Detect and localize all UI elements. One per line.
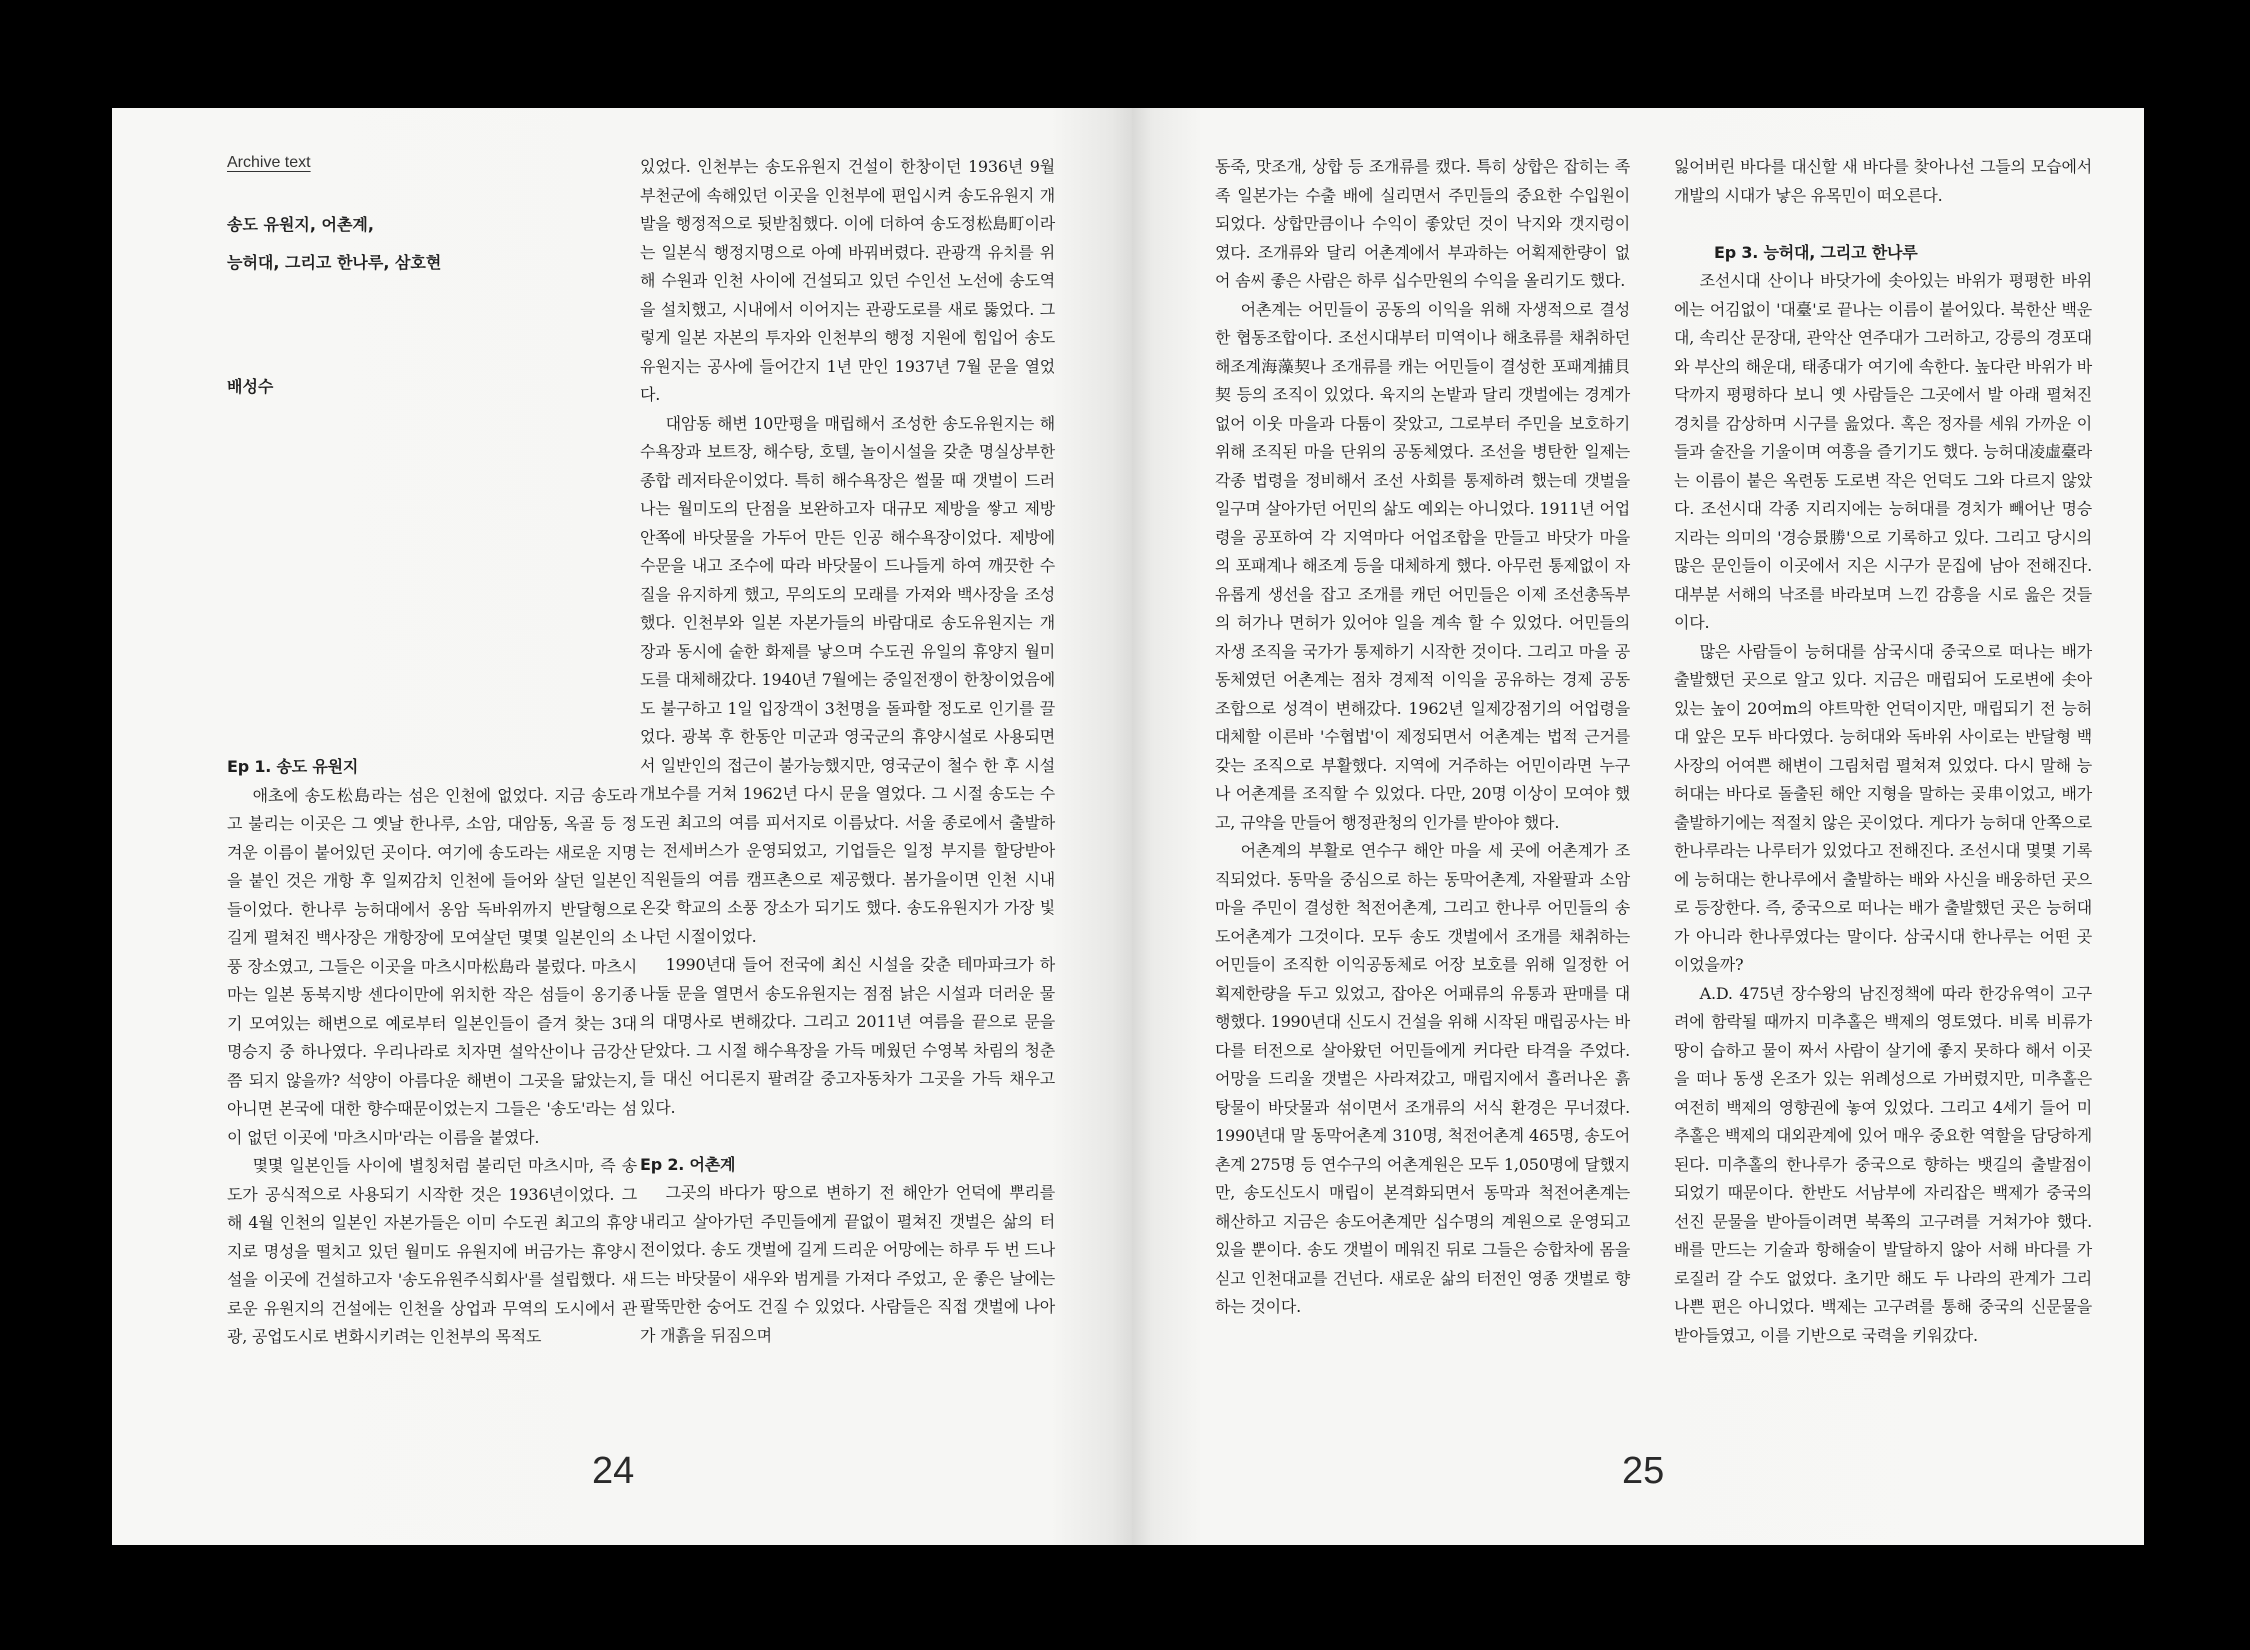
title-line-2: 능허대, 그리고 한나루, 삼호현 bbox=[227, 253, 442, 272]
body-paragraph: 잃어버린 바다를 대신할 새 바다를 찾아나선 그들의 모습에서 개발의 시대가 낳은 유목민이 떠오른다. bbox=[1674, 157, 2092, 205]
body-paragraph: 1990년대 들어 전국에 최신 시설을 갖춘 테마파크가 하나둘 문을 열면서 송도유원지는 점점 낡은 시설과 더러운 물의 대명사로 변해갔다. 그리고 2011년 여름을 끝으로 문을 닫았다. 그 시절 해수욕장을 가득 메웠던 수영복 차림의 청춘들 대신 어디론지 팔려갈 중고자동차가 그곳을 가득 채우고 있다. bbox=[640, 955, 1055, 1117]
title-line-1: 송도 유원지, 어촌계, bbox=[227, 215, 374, 234]
ep3-paragraph: 많은 사람들이 능허대를 삼국시대 중국으로 떠나는 배가 출발했던 곳으로 알고 있다. 지금은 매립되어 도로변에 솟아있는 높이 20여m의 야트막한 언덕이지만, 매립되기 전 능허대 앞은 모두 바다였다. 능허대와 독바위 사이로는 반달형 백사장의 어여쁜 해변이 그림처럼 펼쳐져 있었다. 다시 말해 능허대는 바다로 돌출된 해안 지형을 말하는 곶串이었고, 배가 출발하기에는 적절치 않은 곳이었다. 게다가 능허대 안쪽으로 한나루라는 나루터가 있었다고 전해진다. 조선시대 몇몇 기록에 능허대는 한나루에서 출발하는 배와 사신을 배웅하던 곳으로 등장한다. 즉, 중국으로 떠나는 배가 출발했던 곳은 능허대가 아니라 한나루였다는 말이다. 삼국시대 한나루는 어떤 곳이었을까? bbox=[1674, 641, 2092, 974]
left-page bbox=[112, 108, 1132, 1545]
right-column-1 bbox=[1215, 153, 1630, 1322]
ep2-heading: Ep 2. 어촌계 bbox=[640, 1154, 736, 1174]
right-column-2 bbox=[1674, 153, 2092, 1350]
ep3-paragraph: 조선시대 산이나 바닷가에 솟아있는 바위가 평평한 바위에는 어김없이 '대臺'로 끝나는 이름이 붙어있다. 북한산 백운대, 속리산 문장대, 관악산 연주대가 그러하고, 강릉의 경포대와 부산의 해운대, 태종대가 여기에 속한다. 높다란 바위가 바닥까지 평평하다 보니 옛 사람들은 그곳에서 발 아래 펼쳐진 경치를 감상하며 시구를 읊었다. 혹은 정자를 세워 가까운 이들과 술잔을 기울이며 여흥을 즐기기도 했다. 능허대凌虛臺라는 이름이 붙은 옥련동 도로변 작은 언덕도 그와 다르지 않았다. 조선시대 각종 지리지에는 능허대를 경치가 빼어난 명승지라는 의미의 '경승景勝'으로 기록하고 있다. 그리고 당시의 많은 문인들이 이곳에서 지은 시구가 문집에 남아 전해진다. 대부분 서해의 낙조를 바라보며 느낀 감흥을 시로 읊은 것들이다. bbox=[1674, 271, 2092, 632]
ep3-paragraph: A.D. 475년 장수왕의 남진정책에 따라 한강유역이 고구려에 함락될 때까지 미추홀은 백제의 영토였다. 비록 비류가 땅이 습하고 물이 짜서 사람이 살기에 좋지 못하다 해서 이곳을 떠나 동생 온조가 있는 위례성으로 가버렸지만, 미추홀은 여전히 백제의 영향권에 놓여 있었다. 그리고 4세기 들어 미추홀은 백제의 대외관계에 있어 매우 중요한 역할을 담당하게 된다. 미추홀의 한나루가 중국으로 향하는 뱃길의 출발점이 되었기 때문이다. 한반도 서남부에 자리잡은 백제가 중국의 선진 문물을 받아들이려면 북쪽의 고구려를 거쳐가야 했다. 배를 만드는 기술과 항해술이 발달하지 않아 서해 바다를 가로질러 갈 수도 없었다. 초기만 해도 두 나라의 관계가 그리 나쁜 편은 아니었다. 백제는 고구려를 통해 중국의 신문물을 받아들였고, 이를 기반으로 국력을 키워갔다. bbox=[1674, 983, 2092, 1345]
body-paragraph: 어촌계는 어민들이 공동의 이익을 위해 자생적으로 결성한 협동조합이다. 조선시대부터 미역이나 해초류를 채취하던 해조계海藻契나 조개류를 캐는 어민들이 결성한 포패계捕貝契 등의 조직이 있었다. 육지의 논밭과 달리 갯벌에는 경계가 없어 이웃 마을과 다툼이 잦았고, 그로부터 주민을 보호하기 위해 조직된 마을 단위의 공동체였다. 조선을 병탄한 일제는 각종 법령을 정비해서 조선 사회를 통제하려 했는데 갯벌을 일구며 살아가던 어민의 삶도 예외는 아니었다. 1911년 어업령을 공포하여 각 지역마다 어업조합을 만들고 바닷가 마을의 포패계나 해조계 등을 대체하게 했다. 아무런 통제없이 자유롭게 생선을 잡고 조개를 캐던 어민들은 이제 조선총독부의 허가나 면허가 있어야 일을 계속 할 수 있었다. 어민들의 자생 조직을 국가가 통제하기 시작한 것이다. 그리고 마을 공동체였던 어촌계는 점차 경제적 이익을 공유하는 경제 공동조합으로 성격이 변해갔다. 1962년 일제강점기의 어업령을 대체할 이른바 '수협법'이 제정되면서 어촌계는 법적 근거를 갖는 조직으로 부활했다. 지역에 거주하는 어민이라면 누구나 어촌계를 조직할 수 있었다. 다만, 20명 이상이 모여야 했고, 규약을 만들어 행정관청의 인가를 받아야 했다. bbox=[1215, 299, 1630, 832]
ep2-paragraph: 그곳의 바다가 땅으로 변하기 전 해안가 언덕에 뿌리를 내리고 살아가던 주민들에게 끝없이 펼쳐진 갯벌은 삶의 터전이었다. 송도 갯벌에 길게 드리운 어망에는 하루 두 번 드나드는 바닷물이 새우와 범게를 가져다 주었고, 운 좋은 날에는 팔뚝만한 숭어도 건질 수 있었다. 사람들은 직접 갯벌에 나아가 개흙을 뒤짐으며 bbox=[640, 1183, 1056, 1345]
article-title bbox=[227, 206, 527, 282]
ep3-heading: Ep 3. 능허대, 그리고 한나루 bbox=[1714, 242, 1918, 262]
right-page bbox=[1132, 108, 2144, 1545]
left-column-2 bbox=[640, 153, 1055, 1350]
ep1-paragraph: 몇몇 일본인들 사이에 별칭처럼 불리던 마츠시마, 즉 송도가 공식적으로 사용되기 시작한 것은 1936년이었다. 그 해 4월 인천의 일본인 자본가들은 이미 수도권 최고의 휴양지로 명성을 떨치고 있던 월미도 유원지에 버금가는 휴양시설을 이곳에 건설하고자 '송도유원주식회사'를 설립했다. 새로운 유원지의 건설에는 인천을 상업과 무역의 도시에서 관광, 공업도시로 변화시키려는 인천부의 목적도 bbox=[227, 1156, 637, 1346]
body-paragraph: 동죽, 맛조개, 상합 등 조개류를 캤다. 특히 상합은 잡히는 족족 일본가는 수출 배에 실리면서 주민들의 중요한 수입원이 되었다. 상합만큼이나 수익이 좋았던 것이 낙지와 갯지렁이였다. 조개류와 달리 어촌계에서 부과하는 어획제한량이 없어 솜씨 좋은 사람은 하루 십수만원의 수익을 올리기도 했다. bbox=[1215, 157, 1630, 290]
page-number-right: 25 bbox=[1622, 1450, 1665, 1492]
ep1-heading: Ep 1. 송도 유원지 bbox=[227, 757, 359, 776]
author-name: 배성수 bbox=[227, 377, 274, 396]
left-column-1 bbox=[227, 753, 637, 1352]
page-number-left: 24 bbox=[592, 1450, 635, 1492]
body-paragraph: 대암동 해변 10만평을 매립해서 조성한 송도유원지는 해수욕장과 보트장, 해수탕, 호텔, 놀이시설을 갖춘 명실상부한 종합 레저타운이었다. 특히 해수욕장은 썰물 때 갯벌이 드러나는 월미도의 단점을 보완하고자 대규모 제방을 쌓고 제방 안쪽에 바닷물을 가두어 만든 인공 해수욕장이었다. 제방에 수문을 내고 조수에 따라 바닷물이 드나들게 하여 깨끗한 수질을 유지하게 했고, 무의도의 모래를 가져와 백사장을 조성했다. 인천부와 일본 자본가들의 바람대로 송도유원지는 개장과 동시에 숱한 화제를 낳으며 수도권 유일의 휴양지 월미도를 대체해갔다. 1940년 7월에는 중일전쟁이 한창이었음에도 불구하고 1일 입장객이 3천명을 돌파할 정도로 인기를 끌었다. 광복 후 한동안 미군과 영국군의 휴양시설로 사용되면서 일반인의 접근이 불가능했지만, 영국군이 철수 한 후 시설개보수를 거쳐 1962년 다시 문을 열었다. 그 시절 송도는 수도권 최고의 여름 피서지로 이름났다. 서울 종로에서 출발하는 전세버스가 운영되었고, 기업들은 일정 부지를 할당받아 직원들의 여름 캠프촌으로 제공했다. 봄가을이면 인천 시내 온갖 학교의 소풍 장소가 되기도 했다. 송도유원지가 가장 빛나던 시절이었다. bbox=[640, 413, 1055, 946]
ep1-paragraph: 애초에 송도松島라는 섬은 인천에 없었다. 지금 송도라고 불리는 이곳은 그 옛날 한나루, 소암, 대암동, 옥골 등 정겨운 이름이 붙어있던 곳이다. 여기에 송도라는 새로운 지명을 붙인 것은 개항 후 일찌감치 인천에 들어와 살던 일본인들이었다. 한나루 능허대에서 옹암 독바위까지 반달형으로 길게 펼쳐진 백사장은 개항장에 모여살던 몇몇 일본인의 소풍 장소였고, 그들은 이곳을 마츠시마松島라 불렀다. 마츠시마는 일본 동북지방 센다이만에 위치한 작은 섬들이 옹기종기 모여있는 해변으로 예로부터 일본인들이 즐겨 찾는 3대 명승지 중 하나였다. 우리나라로 치자면 설악산이나 금강산 쯤 되지 않을까? 석양이 아름다운 해변이 그곳을 닮았는지, 아니면 본국에 대한 향수때문이었는지 그들은 '송도'라는 섬이 없던 이곳에 '마츠시마'라는 이름을 붙였다. bbox=[227, 785, 637, 1147]
archive-label: Archive text bbox=[227, 154, 311, 171]
body-paragraph: 어촌계의 부활로 연수구 해안 마을 세 곳에 어촌계가 조직되었다. 동막을 중심으로 하는 동막어촌계, 자왈팔과 소암마을 주민이 결성한 척전어촌계, 그리고 한나루 어민들의 송도어촌계가 그것이다. 모두 송도 갯벌에서 조개를 채취하는 어민들이 조직한 이익공동체로 어장 보호를 위해 일정한 어획제한량을 두고 있었고, 잡아온 어패류의 유통과 판매를 대행했다. 1990년대 신도시 건설을 위해 시작된 매립공사는 바다를 터전으로 살아왔던 어민들에게 커다란 타격을 주었다. 어망을 드리울 갯벌은 사라져갔고, 매립지에서 흘러나온 흙탕물이 바닷물과 섞이면서 조개류의 서식 환경은 무너졌다. 1990년대 말 동막어촌계 310명, 척전어촌계 465명, 송도어촌계 275명 등 연수구의 어촌계원은 모두 1,050명에 달했지만, 송도신도시 매립이 본격화되면서 동막과 척전어촌계는 해산하고 지금은 송도어촌계만 십수명의 계원으로 운영되고 있을 뿐이다. 송도 갯벌이 메워진 뒤로 그들은 승합차에 몸을 싣고 인천대교를 건넌다. 새로운 삶의 터전인 영종 갯벌로 향하는 것이다. bbox=[1215, 841, 1630, 1316]
body-paragraph: 있었다. 인천부는 송도유원지 건설이 한창이던 1936년 9월 부천군에 속해있던 이곳을 인천부에 편입시켜 송도유원지 개발을 행정적으로 뒷받침했다. 이에 더하여 송도정松島町이라는 일본식 행정지명으로 아예 바꿔버렸다. 관광객 유치를 위해 수원과 인천 사이에 건설되고 있던 수인선 노선에 송도역을 설치했고, 시내에서 이어지는 관광도로를 새로 뚫었다. 그렇게 일본 자본의 투자와 인천부의 행정 지원에 힘입어 송도유원지는 공사에 들어간지 1년 만인 1937년 7월 문을 열었다. bbox=[640, 157, 1055, 404]
